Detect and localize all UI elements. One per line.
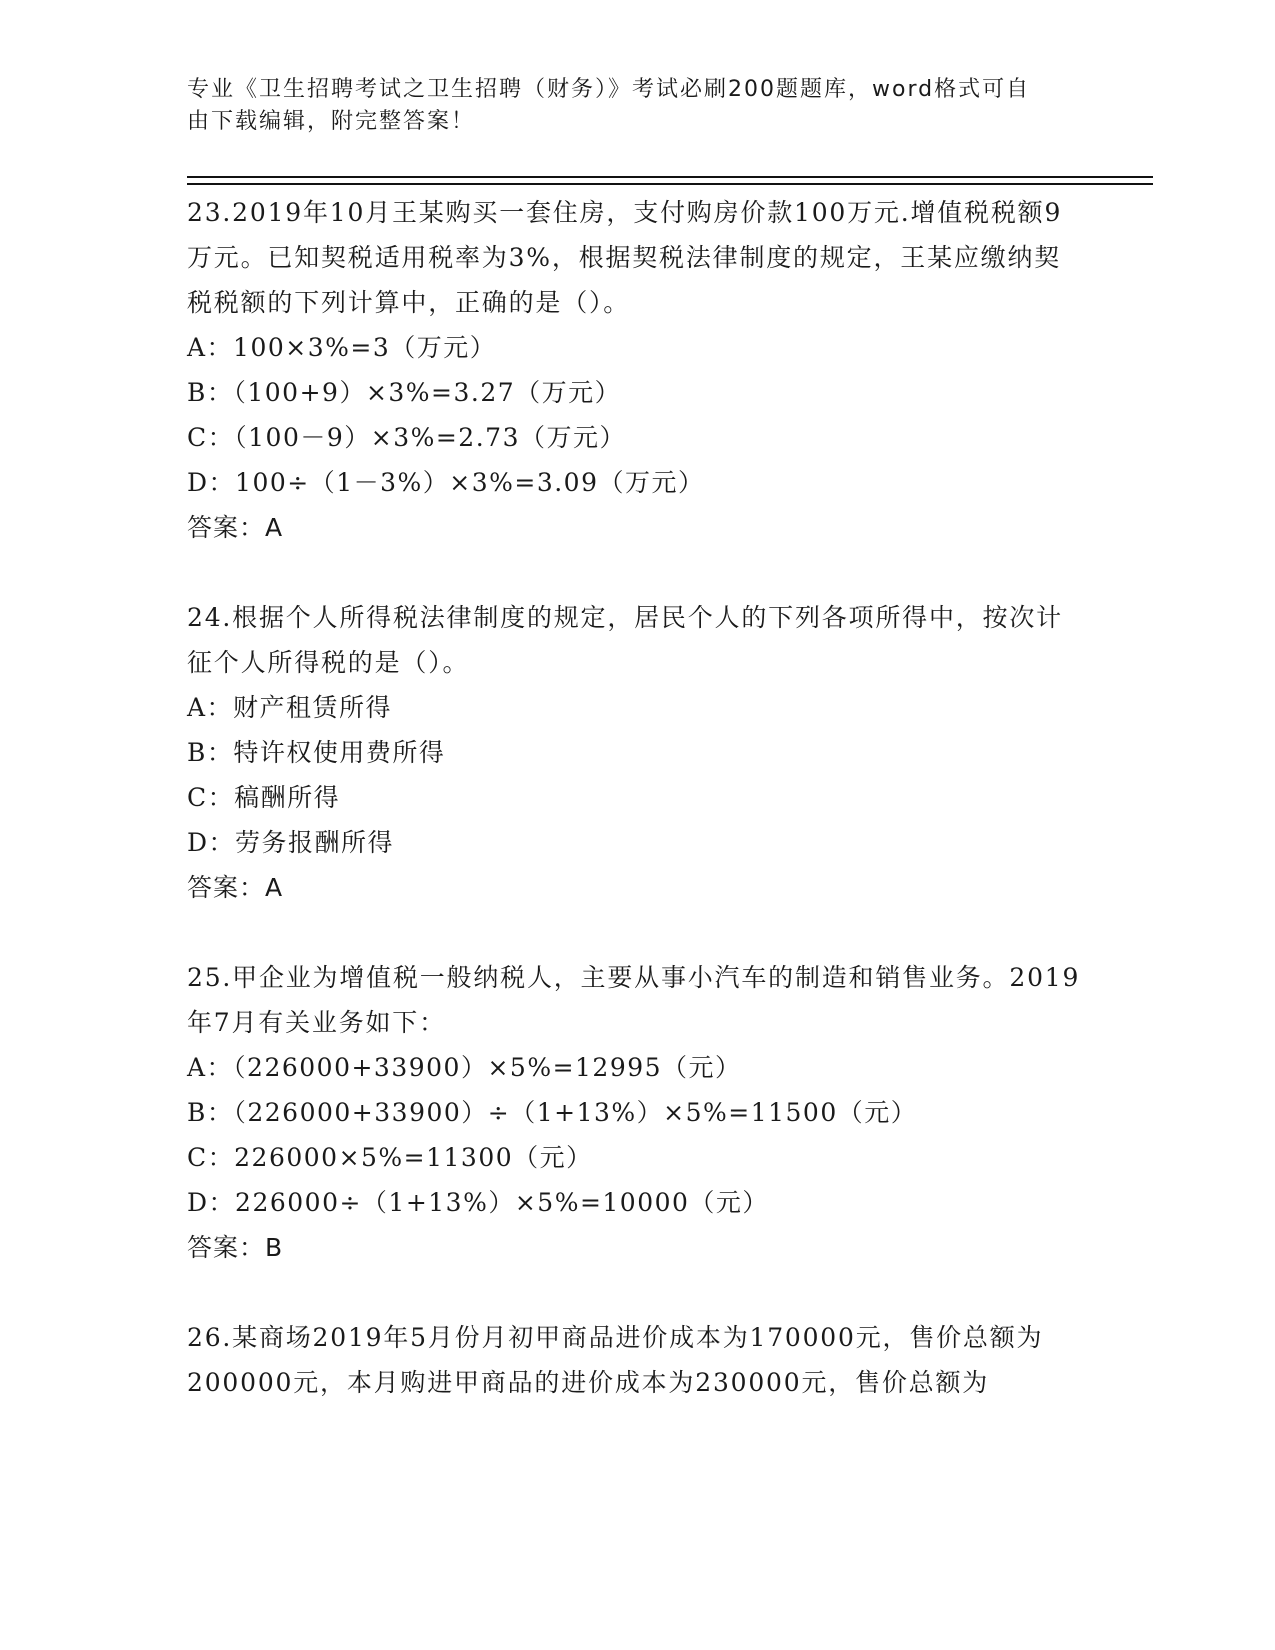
header-line-2: 由下载编辑，附完整答案！ (187, 109, 476, 134)
header-divider-bottom (187, 183, 1153, 185)
answer-label: 答案：A (187, 513, 284, 542)
question-stem: 26.某商场2019年5月份月初甲商品进价成本为170000元，售价总额为200000元，本月购进甲商品的进价成本为230000元，售价总额为 (187, 1323, 1044, 1397)
header-line-1: 专业《卫生招聘考试之卫生招聘（财务）》考试必刷200题题库，word格式可自 (187, 77, 1031, 102)
question-25 (187, 955, 1087, 1270)
document-header (187, 74, 1087, 138)
question-23 (187, 190, 1087, 550)
option-b: B：（226000+33900）÷（1+13%）×5%=11500（元） (187, 1098, 918, 1127)
answer-label: 答案：A (187, 873, 284, 902)
question-stem: 23.2019年10月王某购买一套住房，支付购房价款100万元.增值税税额9万元。已知契税适用税率为3%，根据契税法律制度的规定，王某应缴纳契税税额的下列计算中，正确的是（）。 (187, 198, 1063, 317)
question-24 (187, 595, 1087, 910)
question-26 (187, 1315, 1087, 1405)
option-c: C：（100－9）×3%=2.73（万元） (187, 423, 626, 452)
option-d: D：100÷（1－3%）×3%=3.09（万元） (187, 468, 705, 497)
question-list (187, 190, 1087, 1450)
option-c: C：稿酬所得 (187, 783, 341, 812)
option-a: A：财产租赁所得 (187, 693, 393, 722)
question-stem: 25.甲企业为增值税一般纳税人，主要从事小汽车的制造和销售业务。2019年7月有关业务如下： (187, 963, 1081, 1037)
option-c: C：226000×5%=11300（元） (187, 1143, 593, 1172)
option-b: B：（100+9）×3%=3.27（万元） (187, 378, 622, 407)
question-stem: 24.根据个人所得税法律制度的规定，居民个人的下列各项所得中，按次计征个人所得税的是（）。 (187, 603, 1063, 677)
answer-label: 答案：B (187, 1233, 284, 1262)
header-divider-top (187, 176, 1153, 178)
option-a: A：100×3%=3（万元） (187, 333, 497, 362)
option-d: D：劳务报酬所得 (187, 828, 395, 857)
option-a: A：（226000+33900）×5%=12995（元） (187, 1053, 742, 1082)
option-d: D：226000÷（1+13%）×5%=10000（元） (187, 1188, 769, 1217)
option-b: B：特许权使用费所得 (187, 738, 446, 767)
